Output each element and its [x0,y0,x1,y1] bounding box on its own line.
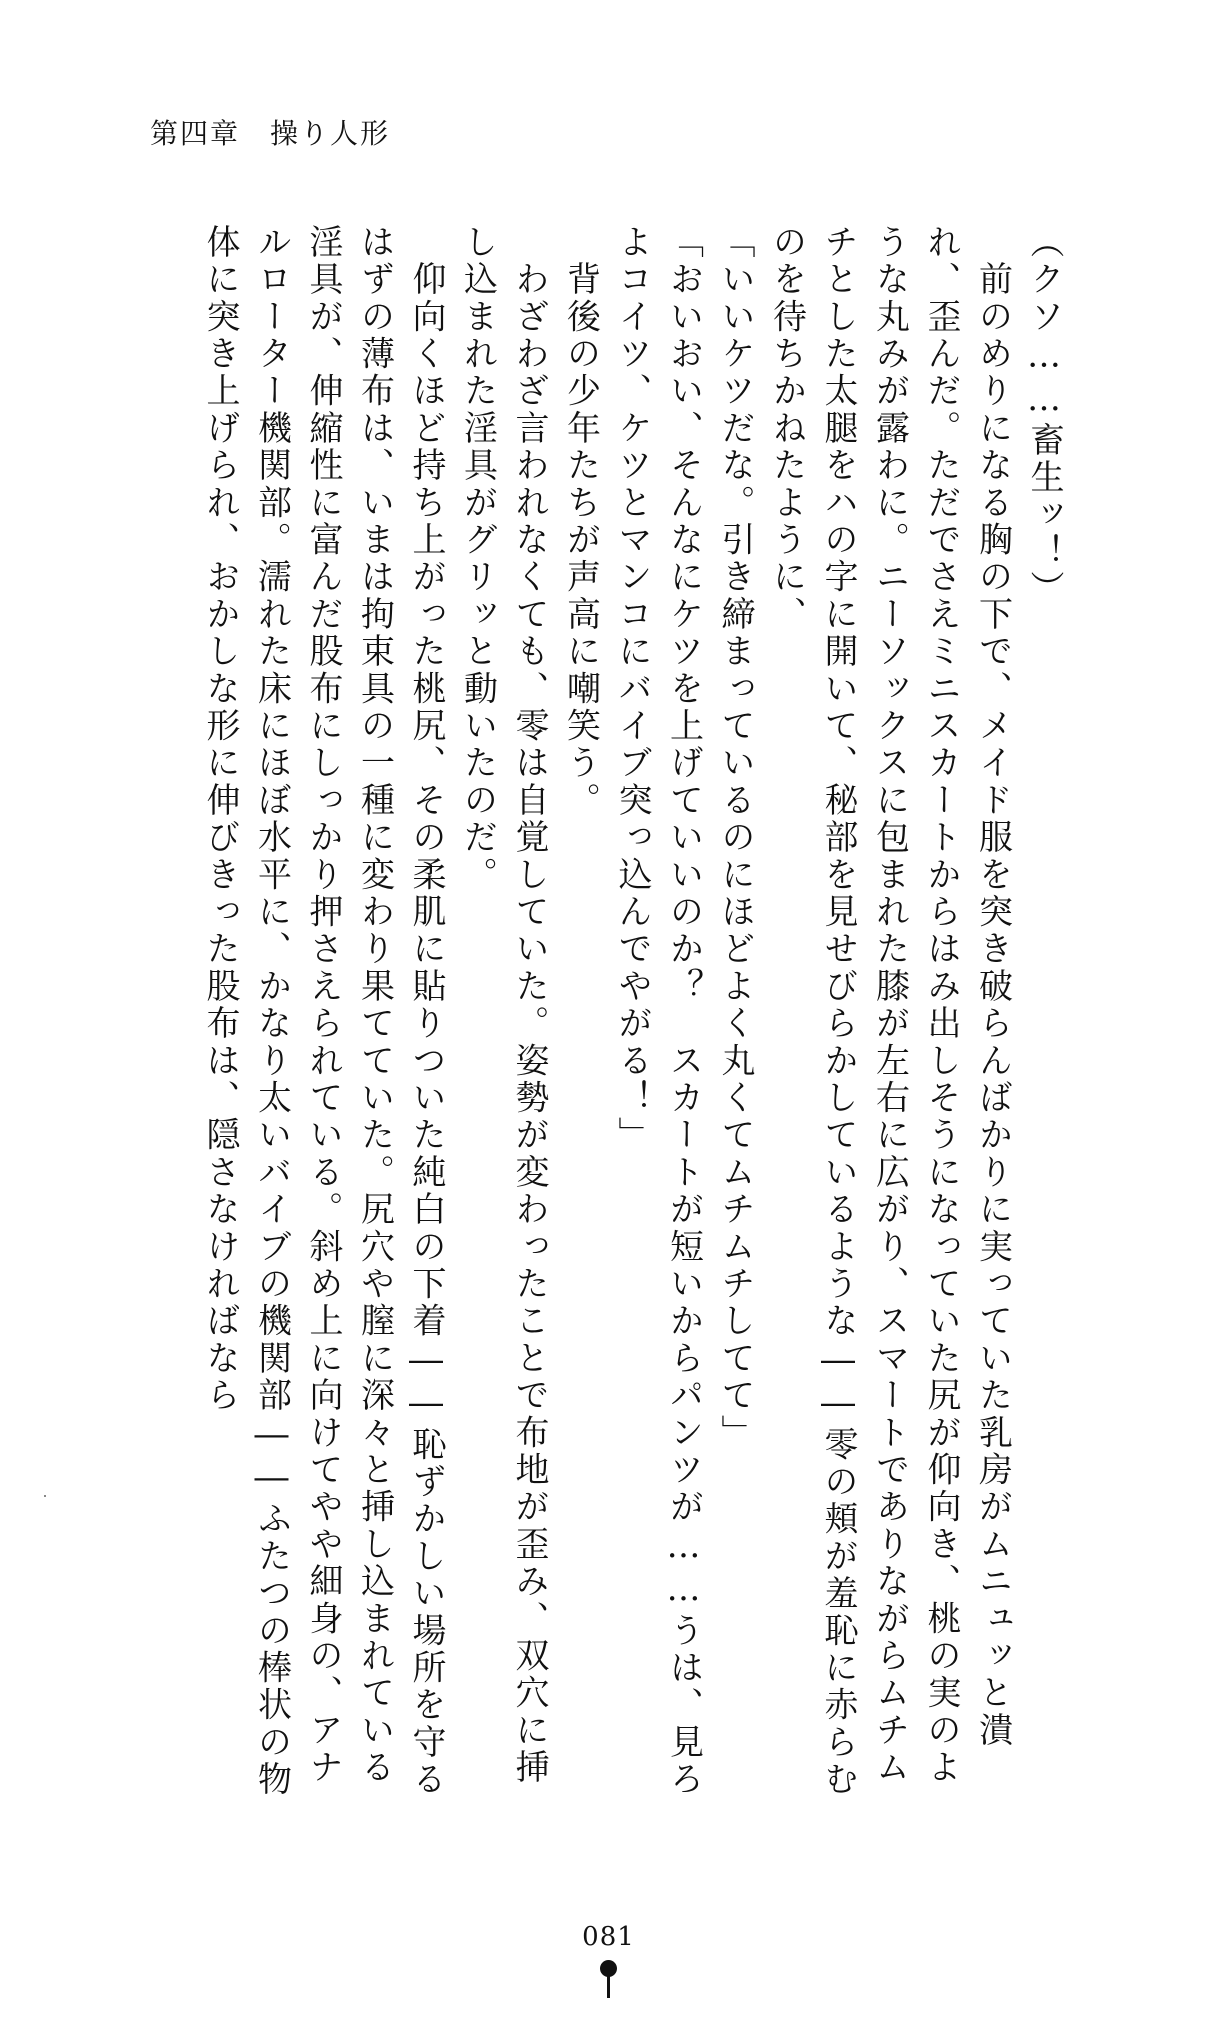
paragraph-narration-detail: 仰向くほど持ち上がった桃尻、その柔肌に貼りついた純白の下着――恥ずかしい場所を守るはずの薄布は、いまは拘束具の一種に変わり果てていた。尻穴や膣に深々と挿し込まれている淫具が、伸縮性に富んだ股布にしっかり押さえられている。斜め上に向けてやや細身の、アナルローター機関部。濡れた床にほぼ水平に、かなり太いバイブの機関部――ふたつの棒状の物体に突き上げられ、おかしな形に伸びきった股布は、隠さなければなら [200,224,446,1799]
running-header-chapter-title: 第四章 操り人形 [150,117,391,150]
page-marker-dot [600,1960,617,1977]
vertical-body-text [157,224,1069,1804]
page-number: 081 [582,1922,635,1952]
paragraph-narration-mocking: 背後の少年たちが声高に嘲笑う。 [560,224,601,820]
scan-speck [44,1495,46,1497]
page-marker-line [607,1976,610,1998]
paragraph-dialogue-1: 「いいケツだな。引き締まっているのにほどよく丸くてムチムチしてて」 [715,224,755,1452]
paragraph-narration-posture: 前のめりになる胸の下で、メイド服を突き破らんばかりに実っていた乳房がムニュッと潰れ、歪んだ。ただでさえミニスカートからはみ出しそうになっていた尻が仰向き、桃の実のような丸みが露わに。ニーソックスに包まれた膝が左右に広がり、スマートでありながらムチムチとした太腿をハの字に開いて、秘部を見せびらかしているような――零の頬が羞恥に赤らむのを待ちかねたように、 [766,224,1013,1799]
paragraph-narration-awareness: わざわざ言われなくても、零は自覚していた。姿勢が変わったことで布地が歪み、双穴に挿し込まれた淫具がグリッと動いたのだ。 [457,224,549,1787]
paragraph-inner-monologue: （クソ……畜生ッ！） [1024,224,1064,608]
paragraph-dialogue-2: 「おいおい、そんなにケツを上げていいのか？ スカートが短いからパンツが……うは、見ろよコイツ、ケツとマンコにバイブ突っ込んでやがる！」 [612,224,704,1799]
